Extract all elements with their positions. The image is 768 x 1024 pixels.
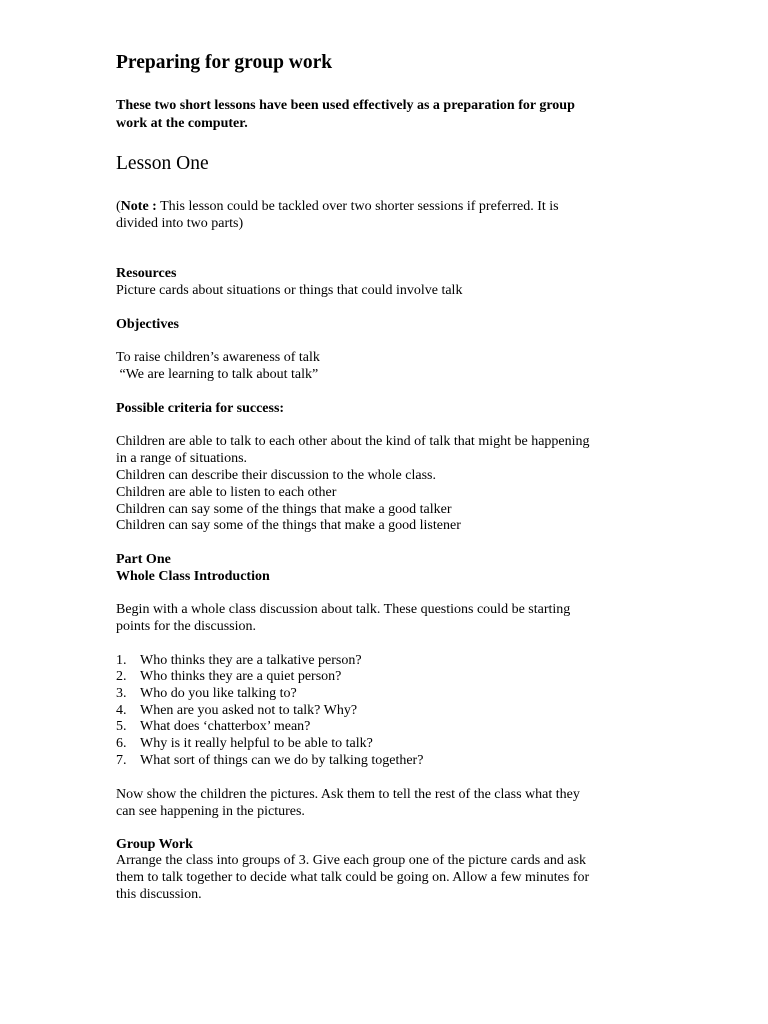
intro-line-1: These two short lessons have been used effectively as a preparation for group (116, 98, 575, 113)
list-item-number: 6. (116, 736, 127, 751)
list-item-text: Who thinks they are a quiet person? (140, 669, 342, 684)
resources-heading: Resources (116, 266, 177, 281)
part-one-after-line-1: Now show the children the pictures. Ask them to tell the rest of the class what they (116, 787, 580, 802)
objective-line-1: To raise children’s awareness of talk (116, 350, 320, 365)
resources-text: Picture cards about situations or things that could involve talk (116, 283, 463, 298)
lesson-heading: Lesson One (116, 153, 209, 174)
objectives-heading: Objectives (116, 317, 179, 332)
objective-line-2: “We are learning to talk about talk” (116, 367, 319, 382)
list-item-number: 5. (116, 719, 127, 734)
list-item (116, 652, 362, 669)
note-label: Note : (120, 199, 157, 214)
list-item-text: What sort of things can we do by talking together? (140, 753, 424, 768)
list-item-number: 4. (116, 703, 127, 718)
criteria-line: Children can say some of the things that make a good listener (116, 518, 461, 533)
list-item-number: 1. (116, 653, 127, 668)
list-item (116, 702, 357, 719)
note-open-paren: ( (116, 199, 121, 214)
list-item-number: 3. (116, 686, 127, 701)
part-one-intro-line-1: Begin with a whole class discussion about talk. These questions could be starting (116, 602, 571, 617)
criteria-line: Children are able to listen to each other (116, 485, 337, 500)
list-item (116, 685, 297, 702)
criteria-heading: Possible criteria for success: (116, 401, 285, 416)
group-work-heading: Group Work (116, 837, 193, 852)
list-item-text: Why is it really helpful to be able to talk? (140, 736, 373, 751)
intro-line-2: work at the computer. (116, 116, 248, 131)
list-item (116, 668, 341, 685)
group-work-line: them to talk together to decide what talk could be going on. Allow a few minutes for (116, 870, 590, 885)
note-line-2: divided into two parts) (116, 216, 244, 231)
list-item (116, 752, 423, 769)
note-line-1 (116, 198, 559, 215)
list-item-number: 2. (116, 669, 127, 684)
list-item (116, 718, 310, 735)
note-line-1-text: This lesson could be tackled over two shorter sessions if preferred. It is (156, 199, 559, 214)
criteria-line: Children can say some of the things that make a good talker (116, 502, 452, 517)
group-work-line: this discussion. (116, 887, 202, 902)
list-item (116, 735, 373, 752)
list-item-text: What does ‘chatterbox’ mean? (140, 719, 311, 734)
criteria-line: Children are able to talk to each other about the kind of talk that might be happening (116, 434, 590, 449)
list-item-number: 7. (116, 753, 127, 768)
list-item-text: Who do you like talking to? (140, 686, 297, 701)
list-item-text: Who thinks they are a talkative person? (140, 653, 362, 668)
page-title: Preparing for group work (116, 52, 333, 73)
group-work-line: Arrange the class into groups of 3. Give each group one of the picture cards and ask (116, 853, 587, 868)
criteria-line: in a range of situations. (116, 451, 248, 466)
part-one-subheading: Whole Class Introduction (116, 569, 270, 584)
criteria-line: Children can describe their discussion to the whole class. (116, 468, 436, 483)
part-one-after-line-2: can see happening in the pictures. (116, 804, 305, 819)
part-one-intro-line-2: points for the discussion. (116, 619, 256, 634)
list-item-text: When are you asked not to talk? Why? (140, 703, 358, 718)
part-one-heading: Part One (116, 552, 171, 567)
